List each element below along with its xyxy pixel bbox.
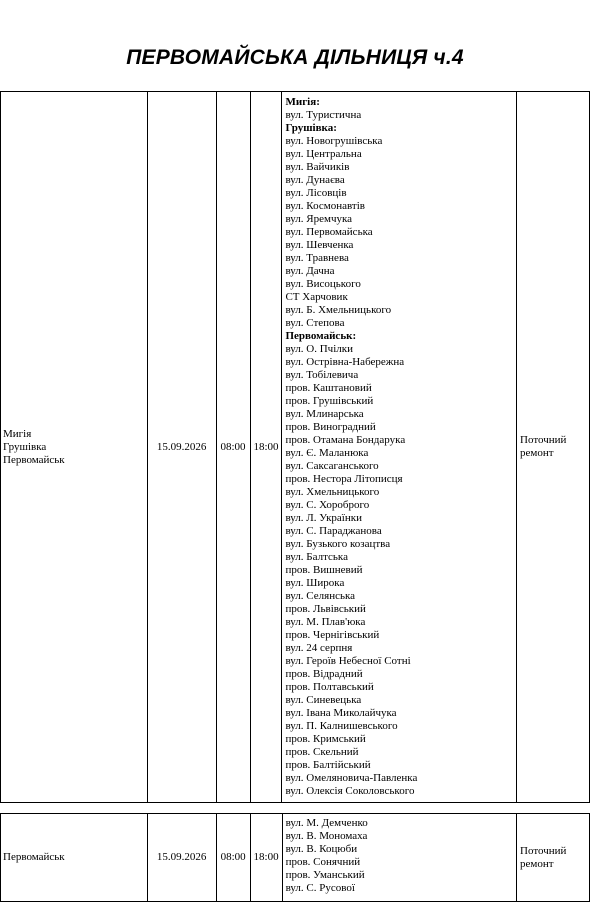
street-item: пров. Чернігівський xyxy=(285,629,380,641)
settlement-name: Первомайськ xyxy=(3,453,65,466)
streets-cell xyxy=(282,814,516,902)
street-item: вул. С. Параджанова xyxy=(285,525,382,537)
page-title: ПЕРВОМАЙСЬКА ДІЛЬНИЦЯ ч.4 xyxy=(126,46,464,69)
street-item: пров. Виноградний xyxy=(285,421,376,433)
street-item: вул. Космонавтів xyxy=(285,200,365,212)
street-item: пров. Нестора Літописця xyxy=(285,473,403,485)
street-item: вул. С. Русової xyxy=(285,882,355,894)
date-cell: 15.09.2026 xyxy=(147,814,216,902)
reason-cell xyxy=(517,92,590,803)
settlement-heading: Грушівка: xyxy=(285,122,337,134)
street-item: вул. Яремчука xyxy=(285,213,353,225)
street-item: пров. Відрадний xyxy=(285,668,363,680)
street-item: пров. Скельний xyxy=(285,746,359,758)
reason-text: ремонт xyxy=(520,857,554,870)
street-item: вул. 24 серпня xyxy=(285,642,353,654)
street-item: вул. Травнева xyxy=(285,252,349,264)
street-item: пров. Грушівський xyxy=(285,395,374,407)
street-item: вул. Героїв Небесної Сотні xyxy=(285,655,411,667)
street-item: вул. Туристична xyxy=(285,109,362,121)
settlement-name: Грушівка xyxy=(3,440,47,453)
street-item: пров. Вишневий xyxy=(285,564,363,576)
settlement-cell xyxy=(1,92,148,803)
street-item: пров. Уманський xyxy=(285,869,365,881)
street-item: пров. Балтійський xyxy=(285,759,371,771)
street-item: вул. Омеляновича-Павленка xyxy=(285,772,418,784)
street-item: вул. С. Хороброго xyxy=(285,499,370,511)
street-item: вул. М. Демченко xyxy=(285,817,368,829)
reason-text: ремонт xyxy=(520,447,554,459)
streets-cell xyxy=(282,92,517,803)
street-item: пров. Отамана Бондарука xyxy=(285,434,406,446)
street-item: вул. П. Калнишевського xyxy=(285,720,398,732)
time-start-cell: 08:00 xyxy=(216,814,250,902)
settlement-heading: Мигія: xyxy=(285,96,320,108)
street-item: вул. В. Мономаха xyxy=(285,830,368,842)
street-item: вул. Лісовців xyxy=(285,187,347,199)
street-item: пров. Львівський xyxy=(285,603,366,615)
street-item: вул. Є. Маланюка xyxy=(285,447,369,459)
reason-cell xyxy=(517,814,590,902)
time-end-cell: 18:00 xyxy=(250,92,282,803)
outage-table-block-2 xyxy=(0,813,590,902)
street-item: пров. Кримський xyxy=(285,733,366,745)
street-item: пров. Сонячний xyxy=(285,856,361,868)
street-item: вул. Дачна xyxy=(285,265,335,277)
street-item: вул. Л. Українки xyxy=(285,512,362,524)
street-item: вул. Висоцького xyxy=(285,278,361,290)
street-item: вул. Степова xyxy=(285,317,345,329)
street-item: вул. Центральна xyxy=(285,148,362,160)
time-end-cell: 18:00 xyxy=(250,814,282,902)
street-item: вул. Б. Хмельницького xyxy=(285,304,392,316)
settlement-name: Первомайськ xyxy=(3,851,65,863)
street-item: вул. О. Пчілки xyxy=(285,343,353,355)
street-item: пров. Полтавський xyxy=(285,681,374,693)
table-row xyxy=(1,92,590,803)
reason-text: Поточний xyxy=(520,844,567,857)
reason-text: Поточний xyxy=(520,434,567,446)
street-item: вул. Острівна-Набережна xyxy=(285,356,405,368)
street-item: вул. Шевченка xyxy=(285,239,354,251)
street-item: вул. М. Плав'юка xyxy=(285,616,366,628)
street-item: вул. В. Коцюби xyxy=(285,843,358,855)
street-item: вул. Селянська xyxy=(285,590,356,602)
time-start-cell: 08:00 xyxy=(216,92,250,803)
street-item: СТ Харчовик xyxy=(285,291,348,303)
outage-table-block-1 xyxy=(0,91,590,803)
street-item: вул. Вайчиків xyxy=(285,161,350,173)
street-item: вул. Балтська xyxy=(285,551,348,563)
street-item: вул. Саксаганського xyxy=(285,460,379,472)
table-row xyxy=(1,814,590,902)
street-item: вул. Хмельницького xyxy=(285,486,380,498)
street-item: вул. Синевецька xyxy=(285,694,362,706)
street-item: вул. Млинарська xyxy=(285,408,364,420)
street-item: вул. Широка xyxy=(285,577,345,589)
settlement-name: Мигія xyxy=(3,427,32,440)
street-item: вул. Новогрушівська xyxy=(285,135,383,147)
street-item: вул. Івана Миколайчука xyxy=(285,707,397,719)
date-cell: 15.09.2026 xyxy=(147,92,216,803)
street-item: вул. Дунаєва xyxy=(285,174,345,186)
street-item: вул. Первомайська xyxy=(285,226,373,238)
settlement-cell xyxy=(1,814,148,902)
street-item: вул. Олексія Соколовського xyxy=(285,785,415,797)
settlement-heading: Первомайськ: xyxy=(285,330,357,342)
street-item: вул. Бузького козацтва xyxy=(285,538,391,550)
street-item: вул. Тобілевича xyxy=(285,369,359,381)
street-item: пров. Каштановий xyxy=(285,382,372,394)
